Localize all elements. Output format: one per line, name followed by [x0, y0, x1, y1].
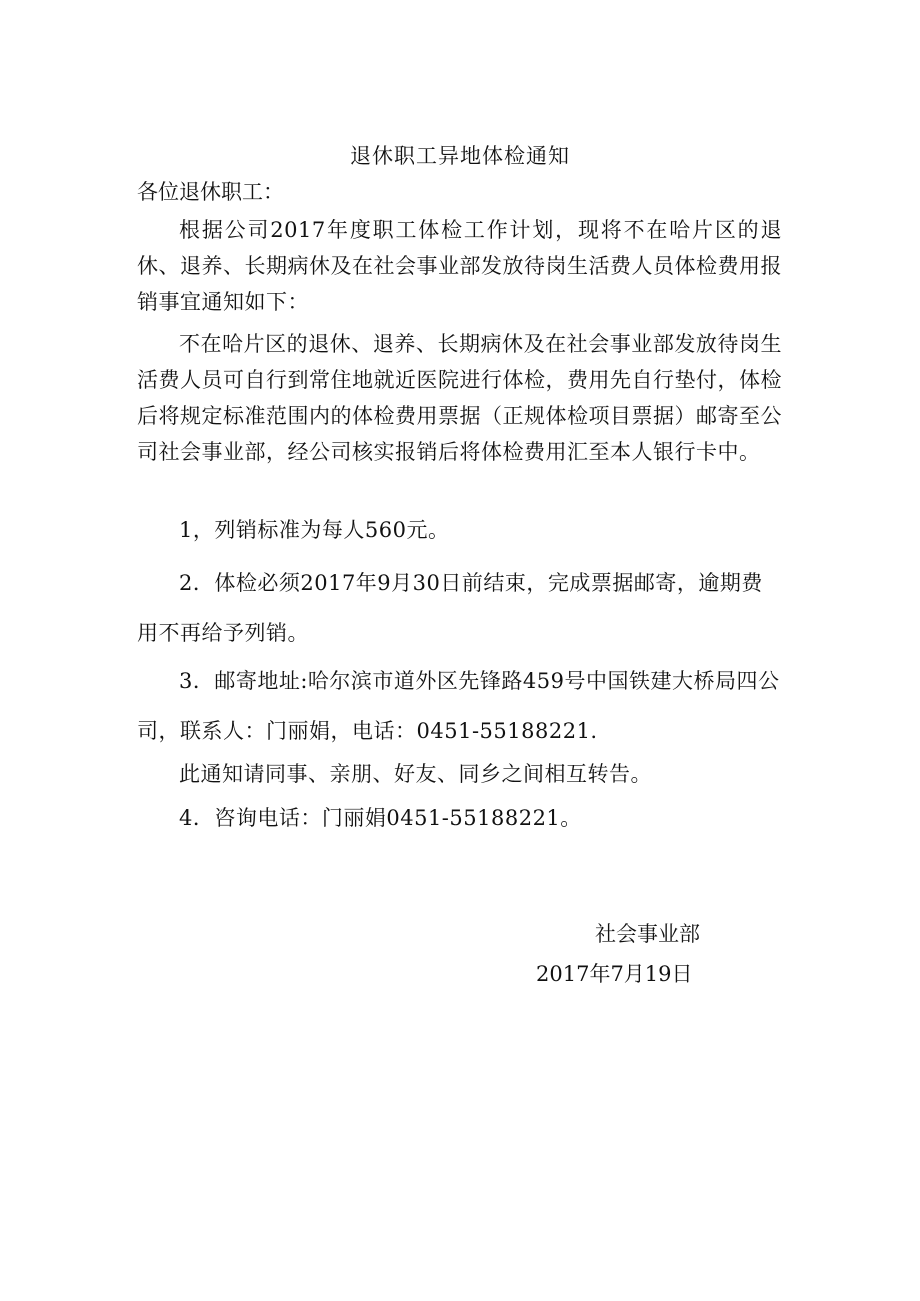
list-item-1: 1，列销标准为每人560元。	[179, 518, 450, 542]
signature-date: 2017年7月19日	[536, 962, 693, 986]
signature-department: 社会事业部	[595, 922, 700, 946]
list-item-3: 3．邮寄地址:哈尔滨市道外区先锋路459号中国铁建大桥局四公司，联系人：门丽娟，电话：0451-55188221.	[137, 669, 780, 743]
notice-title: 退休职工异地体检通知	[350, 144, 570, 168]
list-item-2: 2．体检必须2017年9月30日前结束，完成票据邮寄，逾期费用不再给予列销。	[137, 571, 763, 645]
list-item-4: 4．咨询电话：门丽娟0451-55188221。	[179, 806, 582, 830]
intro-paragraph: 根据公司2017年度职工体检工作计划，现将不在哈片区的退休、退养、长期病休及在社会事业部发放待岗生活费人员体检费用报销事宜通知如下：	[137, 218, 782, 314]
salutation: 各位退休职工：	[137, 180, 284, 204]
body-paragraph: 不在哈片区的退休、退养、长期病休及在社会事业部发放待岗生活费人员可自行到常住地就近医院进行体检，费用先自行垫付，体检后将规定标准范围内的体检费用票据（正规体检项目票据）邮寄至公司社会事业部，经公司核实报销后将体检费用汇至本人银行卡中。	[137, 332, 782, 464]
forward-note: 此通知请同事、亲朋、好友、同乡之间相互转告。	[179, 762, 652, 786]
